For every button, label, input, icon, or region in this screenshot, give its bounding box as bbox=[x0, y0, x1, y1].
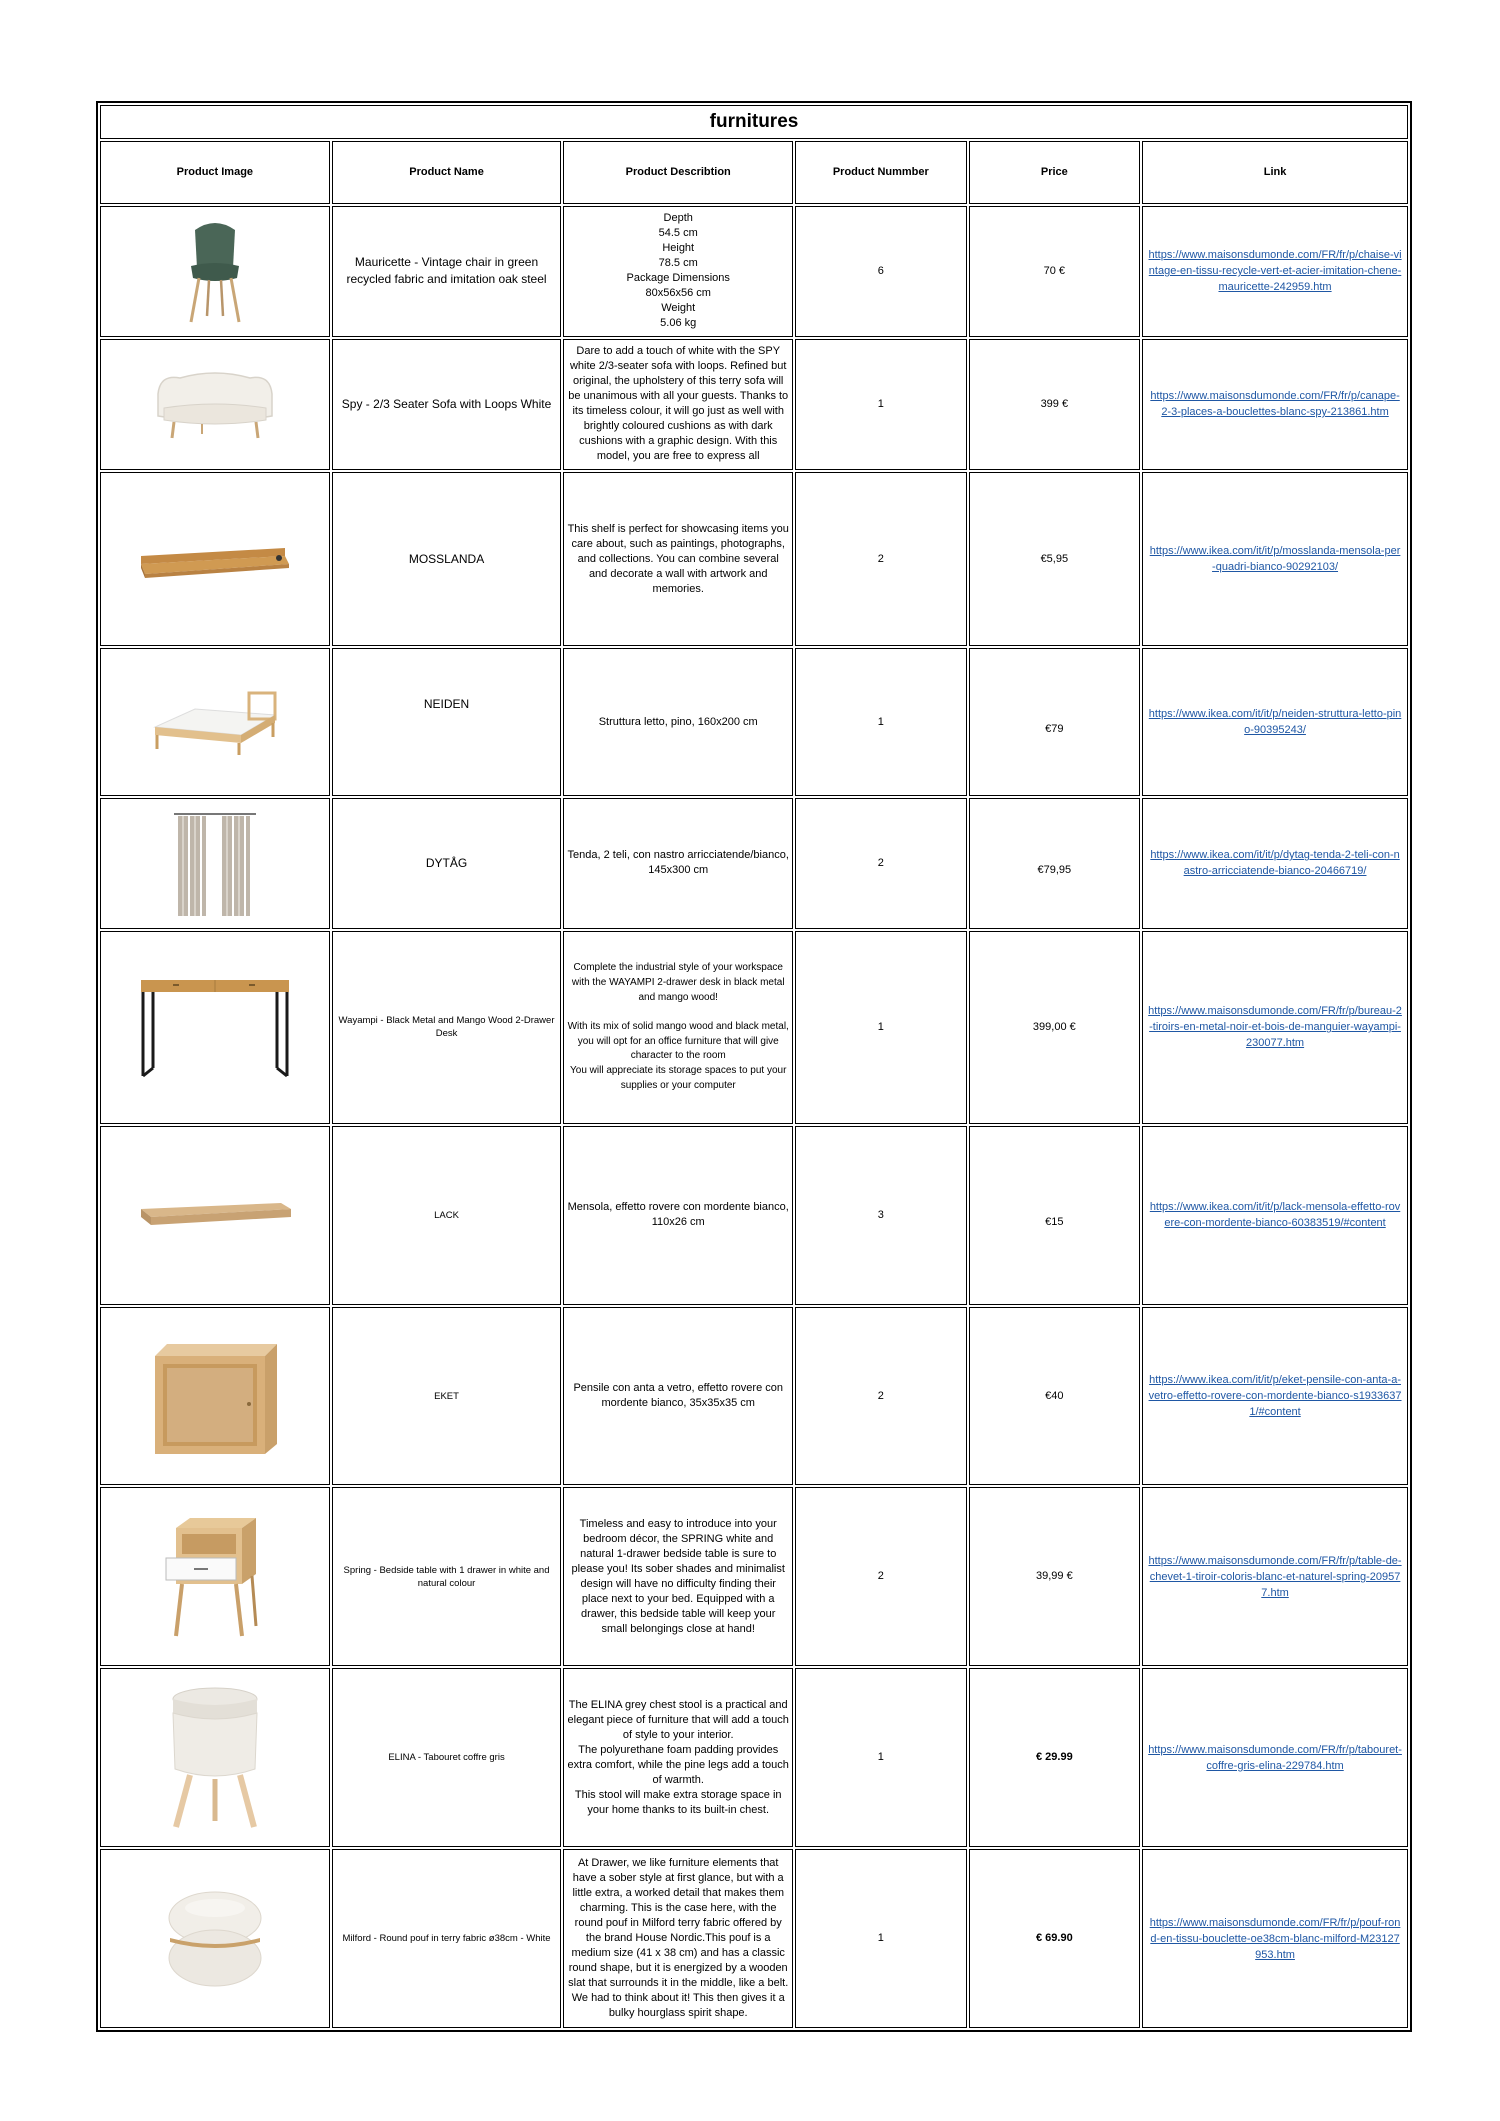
product-number: 1 bbox=[795, 648, 967, 795]
table-row bbox=[100, 1126, 1408, 1305]
table-row bbox=[100, 206, 1408, 337]
bedside-table-icon bbox=[104, 1488, 326, 1665]
table-row bbox=[100, 1487, 1408, 1666]
table-row bbox=[100, 339, 1408, 470]
product-link[interactable]: https://www.maisonsdumonde.com/FR/fr/p/tabouret-coffre-gris-elina-229784.htm bbox=[1148, 1743, 1402, 1772]
product-link-cell bbox=[1142, 798, 1408, 929]
header-product-image: Product Image bbox=[100, 141, 330, 204]
product-price-cell bbox=[969, 1668, 1141, 1847]
product-link-cell bbox=[1142, 1307, 1408, 1486]
product-price: € 29.99 bbox=[1035, 1751, 1073, 1764]
product-description: Complete the industrial style of your workspace with the WAYAMPI 2-drawer desk in black metal and mango wood! With its mix of solid mango wood and black metal, you will opt for an office furniture that will give character to the room You will appreciate its storage spaces to put your supplies or your computer bbox=[563, 931, 793, 1124]
product-price: €40 bbox=[969, 1307, 1141, 1486]
pine-bed-frame-icon bbox=[104, 649, 326, 794]
product-number: 1 bbox=[795, 1668, 967, 1847]
product-image-cell bbox=[100, 339, 330, 470]
product-price: €5,95 bbox=[969, 472, 1141, 647]
product-number: 3 bbox=[795, 1126, 967, 1305]
wooden-picture-ledge-icon bbox=[104, 473, 326, 646]
product-number: 2 bbox=[795, 1487, 967, 1666]
product-link-cell bbox=[1142, 1849, 1408, 2028]
curtains-icon bbox=[104, 799, 326, 928]
product-name: Mauricette - Vintage chair in green recycled fabric and imitation oak steel bbox=[332, 206, 562, 337]
product-link[interactable]: https://www.ikea.com/it/it/p/dytag-tenda-2-teli-con-nastro-arricciatende-bianco-20466719/ bbox=[1150, 849, 1400, 878]
storage-stool-icon bbox=[104, 1669, 326, 1846]
header-price: Price bbox=[969, 141, 1141, 204]
product-link-cell bbox=[1142, 648, 1408, 795]
product-description: Dare to add a touch of white with the SPY white 2/3-seater sofa with loops. Refined but original, the upholstery of this terry sofa will be unanimous with all your guests. Thanks to its timeless colour, it will go just as well with brightly coloured cushions as with dark cushions with a graphic design. With this model, you are free to express all bbox=[563, 339, 793, 470]
product-link[interactable]: https://www.ikea.com/it/it/p/neiden-struttura-letto-pino-90395243/ bbox=[1148, 708, 1402, 737]
header-product-description: Product Describtion bbox=[563, 141, 793, 204]
product-price: 70 € bbox=[969, 206, 1141, 337]
product-name-cell bbox=[332, 648, 562, 795]
product-description: Mensola, effetto rovere con mordente bianco, 110x26 cm bbox=[563, 1126, 793, 1305]
product-price-cell bbox=[969, 1126, 1141, 1305]
product-price: € 69.90 bbox=[1035, 1932, 1073, 1945]
product-link-cell bbox=[1142, 1668, 1408, 1847]
product-number: 2 bbox=[795, 798, 967, 929]
product-name: LACK bbox=[332, 1126, 562, 1305]
table-row bbox=[100, 1668, 1408, 1847]
product-link-cell bbox=[1142, 1487, 1408, 1666]
product-image-cell bbox=[100, 1487, 330, 1666]
product-link-cell bbox=[1142, 339, 1408, 470]
product-number: 1 bbox=[795, 931, 967, 1124]
product-image-cell bbox=[100, 648, 330, 795]
product-link[interactable]: https://www.maisonsdumonde.com/FR/fr/p/pouf-rond-en-tissu-bouclette-oe38cm-blanc-milford-M23127953.htm bbox=[1149, 1916, 1401, 1961]
table-row bbox=[100, 931, 1408, 1124]
product-description: At Drawer, we like furniture elements that have a sober style at first glance, but with a little extra, a worked detail that makes them charming. This is the case here, with the round pouf in Milford terry fabric offered by the brand House Nordic.This pouf is a medium size (41 x 38 cm) and has a classic round shape, but it is energized by a wooden slat that surrounds it in the middle, like a belt. We had to think about it! This then gives it a bulky hourglass spirit shape. bbox=[563, 1849, 793, 2028]
white-loop-sofa-icon bbox=[104, 340, 326, 469]
product-description: Tenda, 2 teli, con nastro arricciatende/bianco, 145x300 cm bbox=[563, 798, 793, 929]
sheet-title: furnitures bbox=[100, 105, 1408, 139]
header-product-name: Product Name bbox=[332, 141, 562, 204]
product-link[interactable]: https://www.maisonsdumonde.com/FR/fr/p/chaise-vintage-en-tissu-recycle-vert-et-acier-imitation-chene-mauricette-242959.htm bbox=[1148, 249, 1402, 294]
oak-wall-shelf-icon bbox=[104, 1127, 326, 1304]
product-number: 1 bbox=[795, 1849, 967, 2028]
product-link[interactable]: https://www.ikea.com/it/it/p/lack-mensola-effetto-rovere-con-mordente-bianco-60383519/#content bbox=[1149, 1201, 1401, 1230]
product-description: The ELINA grey chest stool is a practical and elegant piece of furniture that will add a touch of style to your interior. The polyurethane foam padding provides extra comfort, while the pine legs add a touch of warmth. This stool will make extra storage space in your home thanks to its built-in chest. bbox=[563, 1668, 793, 1847]
product-description: Struttura letto, pino, 160x200 cm bbox=[563, 648, 793, 795]
product-image-cell bbox=[100, 472, 330, 647]
product-price: 399,00 € bbox=[969, 931, 1141, 1124]
product-name: Wayampi - Black Metal and Mango Wood 2-Drawer Desk bbox=[332, 931, 562, 1124]
product-image-cell bbox=[100, 798, 330, 929]
product-name: MOSSLANDA bbox=[332, 472, 562, 647]
product-link[interactable]: https://www.maisonsdumonde.com/FR/fr/p/bureau-2-tiroirs-en-metal-noir-et-bois-de-manguier-wayampi-230077.htm bbox=[1148, 1005, 1402, 1050]
product-image-cell bbox=[100, 1307, 330, 1486]
product-link-cell bbox=[1142, 931, 1408, 1124]
glass-door-wall-cabinet-icon bbox=[104, 1308, 326, 1485]
furniture-table bbox=[98, 103, 1410, 2030]
product-name: NEIDEN bbox=[423, 697, 470, 712]
product-link[interactable]: https://www.maisonsdumonde.com/FR/fr/p/canape-2-3-places-a-bouclettes-blanc-spy-213861.htm bbox=[1150, 390, 1400, 419]
product-image-cell bbox=[100, 931, 330, 1124]
product-number: 1 bbox=[795, 339, 967, 470]
table-row bbox=[100, 648, 1408, 795]
furniture-sheet bbox=[96, 101, 1412, 2032]
product-link-cell bbox=[1142, 206, 1408, 337]
product-number: 2 bbox=[795, 472, 967, 647]
product-price: 39,99 € bbox=[969, 1487, 1141, 1666]
product-name: Spring - Bedside table with 1 drawer in white and natural colour bbox=[332, 1487, 562, 1666]
product-number: 2 bbox=[795, 1307, 967, 1486]
product-price: 399 € bbox=[969, 339, 1141, 470]
product-price: €79,95 bbox=[1037, 863, 1072, 876]
product-description: Pensile con anta a vetro, effetto rovere con mordente bianco, 35x35x35 cm bbox=[563, 1307, 793, 1486]
product-link[interactable]: https://www.ikea.com/it/it/p/eket-pensile-con-anta-a-vetro-effetto-rovere-con-mordente-bianco-s19336371/#content bbox=[1148, 1374, 1402, 1419]
product-link-cell bbox=[1142, 1126, 1408, 1305]
green-velvet-chair-icon bbox=[104, 207, 326, 336]
product-price-cell bbox=[969, 798, 1141, 929]
product-price: €79 bbox=[1045, 722, 1064, 735]
product-image-cell bbox=[100, 206, 330, 337]
product-number: 6 bbox=[795, 206, 967, 337]
product-name: Spy - 2/3 Seater Sofa with Loops White bbox=[332, 339, 562, 470]
product-price-cell bbox=[969, 648, 1141, 795]
header-product-number: Product Nummber bbox=[795, 141, 967, 204]
product-description: Depth 54.5 cm Height 78.5 cm Package Dimensions 80x56x56 cm Weight 5.06 kg bbox=[563, 206, 793, 337]
round-pouf-icon bbox=[104, 1850, 326, 2027]
product-image-cell bbox=[100, 1849, 330, 2028]
product-link[interactable]: https://www.maisonsdumonde.com/FR/fr/p/table-de-chevet-1-tiroir-coloris-blanc-et-naturel-spring-209577.htm bbox=[1148, 1554, 1402, 1599]
product-image-cell bbox=[100, 1126, 330, 1305]
product-name: EKET bbox=[332, 1307, 562, 1486]
table-row bbox=[100, 472, 1408, 647]
header-row bbox=[100, 141, 1408, 204]
product-name: ELINA - Tabouret coffre gris bbox=[332, 1668, 562, 1847]
header-link: Link bbox=[1142, 141, 1408, 204]
product-name: Milford - Round pouf in terry fabric ø38cm - White bbox=[332, 1849, 562, 2028]
product-description: This shelf is perfect for showcasing items you care about, such as paintings, photographs, and collections. You can combine several and decorate a wall with artwork and memories. bbox=[563, 472, 793, 647]
product-link-cell bbox=[1142, 472, 1408, 647]
table-row bbox=[100, 798, 1408, 929]
product-price: €15 bbox=[1045, 1215, 1064, 1228]
product-price-cell bbox=[969, 1849, 1141, 2028]
product-name: DYTÅG bbox=[332, 798, 562, 929]
product-image-cell bbox=[100, 1668, 330, 1847]
product-description: Timeless and easy to introduce into your bedroom décor, the SPRING white and natural 1-drawer bedside table is sure to please you! Its sober shades and minimalist design will have no difficulty finding their place next to your bed. Equipped with a drawer, this bedside table will keep your small belongings close at hand! bbox=[563, 1487, 793, 1666]
table-row bbox=[100, 1307, 1408, 1486]
industrial-desk-icon bbox=[104, 932, 326, 1123]
product-link[interactable]: https://www.ikea.com/it/it/p/mosslanda-mensola-per-quadri-bianco-90292103/ bbox=[1149, 545, 1401, 573]
table-row bbox=[100, 1849, 1408, 2028]
